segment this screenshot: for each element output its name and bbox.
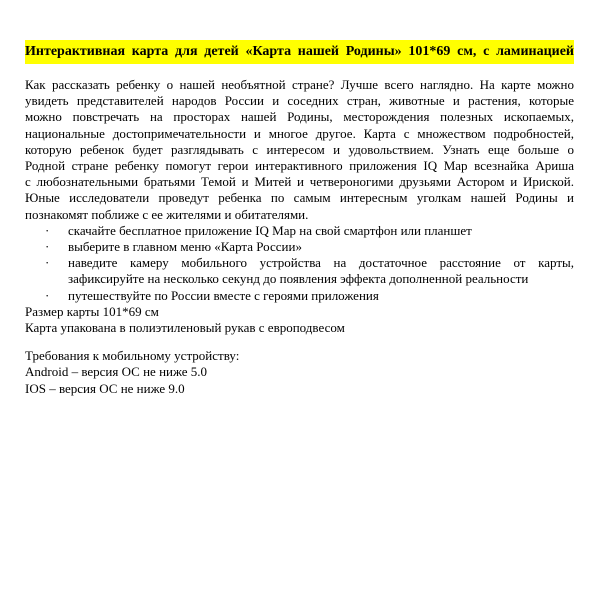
- paragraph-line: познакомят поближе с ее жителями и обитателями.: [25, 206, 309, 222]
- paragraph-line: которую ребенок будет разглядывать с интересом и удовольствием. Узнать еще больше о: [25, 141, 574, 157]
- bullet-text: выберите в главном меню «Карта России»: [68, 239, 302, 255]
- paragraph-line: с любознательными братьями Темой и Митей и четвероногими друзьями Астором и Ириской.: [25, 174, 574, 190]
- bullet-line: [25, 239, 574, 255]
- paragraph-line: Родной стране ребенку помогут герои интерактивного приложения IQ Map всезнайка Ариша: [25, 158, 574, 174]
- blank-line: [25, 336, 574, 348]
- paragraph-line: увидеть представителей народов России и соседних стран, животные и растения, которые: [25, 93, 574, 109]
- bullet-text: наведите камеру мобильного устройства на достаточное расстояние от карты,: [68, 255, 574, 271]
- bullet-line: [25, 255, 574, 271]
- bullet-dot-icon: ·: [45, 239, 50, 255]
- packaging-line: Карта упакована в полиэтиленовый рукав с европодвесом: [25, 320, 345, 336]
- bullet-line: [25, 271, 574, 287]
- description-paragraph: [25, 77, 574, 223]
- bullet-dot-icon: ·: [45, 255, 50, 271]
- bullet-dot-icon: ·: [45, 287, 50, 303]
- bullet-text: зафиксируйте на несколько секунд до появления эффекта дополненной реальности: [68, 271, 529, 287]
- requirement-ios: IOS – версия ОС не ниже 9.0: [25, 380, 185, 396]
- paragraph-line: Юные исследователи проведут ребенка по самым интересным уголкам нашей Родины и: [25, 190, 574, 206]
- paragraph-line: национальные достопримечательности и многое другое. Карта с множеством подробностей,: [25, 125, 574, 141]
- bullet-dot-icon: ·: [45, 222, 50, 238]
- bullet-line: [25, 223, 574, 239]
- product-title: Интерактивная карта для детей «Карта нашей Родины» 101*69 см, с ламинацией: [25, 40, 574, 64]
- bullet-line: [25, 288, 574, 304]
- requirements-heading: Требования к мобильному устройству:: [25, 348, 240, 364]
- requirement-android: Android – версия ОС не ниже 5.0: [25, 364, 208, 380]
- instructions-list: [25, 223, 574, 304]
- bullet-text: путешествуйте по России вместе с героями приложения: [68, 287, 379, 303]
- paragraph-line: Как рассказать ребенку о нашей необъятной стране? Лучше всего наглядно. На карте можно: [25, 77, 574, 92]
- map-size-line: Размер карты 101*69 см: [25, 303, 159, 319]
- paragraph-line: можно повстречать на просторах нашей Родины, месторождения полезных ископаемых,: [25, 109, 574, 125]
- bullet-text: скачайте бесплатное приложение IQ Map на свой смартфон или планшет: [68, 222, 472, 238]
